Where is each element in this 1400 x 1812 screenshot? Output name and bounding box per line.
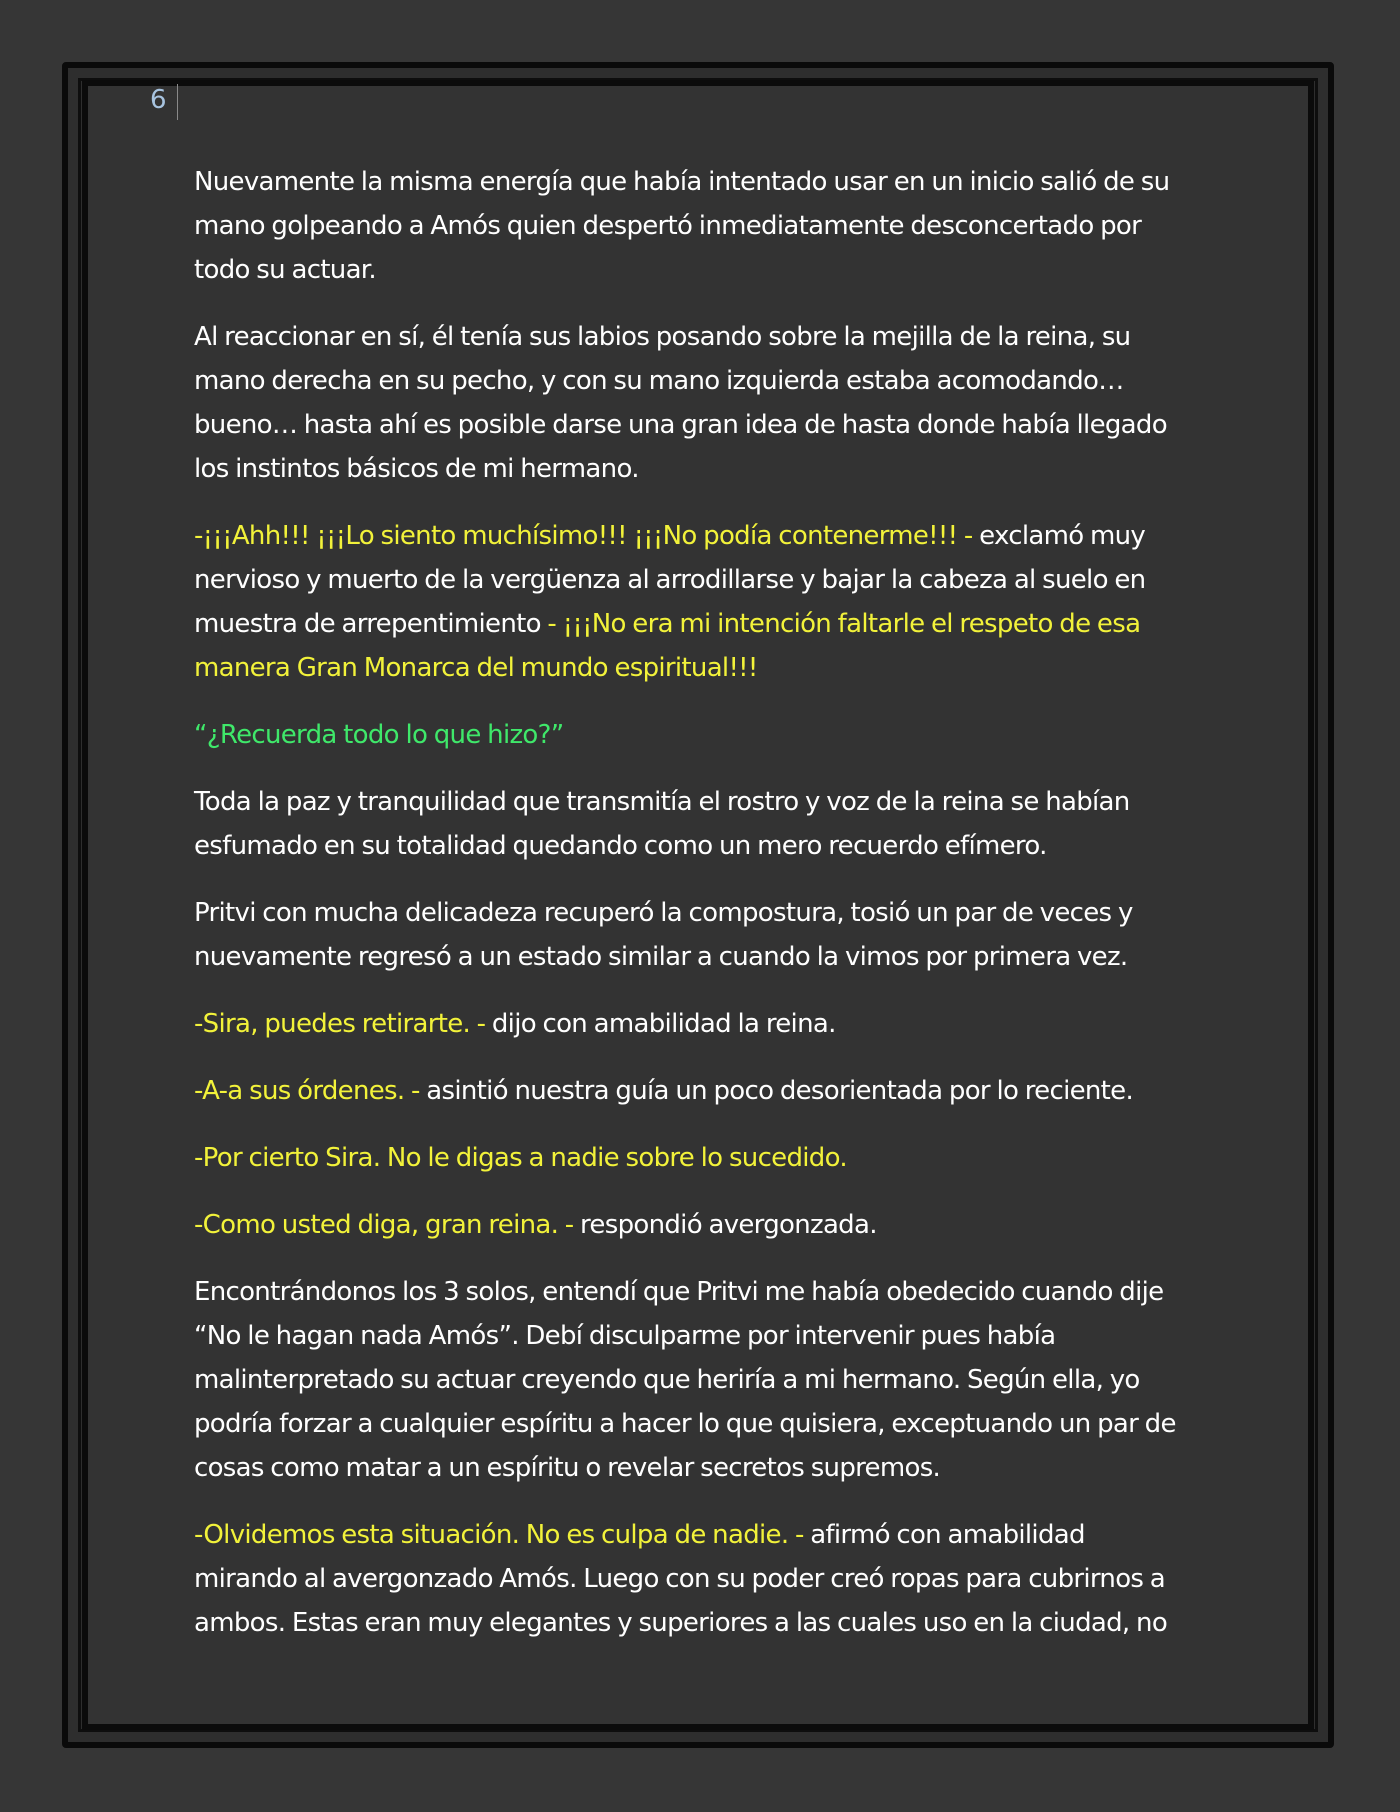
narration-text: asintió nuestra guía un poco desorientada por lo reciente. [426, 1076, 1134, 1106]
narration-text: respondió avergonzada. [580, 1210, 877, 1240]
narration-text: Nuevamente la misma energía que había intentado usar en un inicio salió de su mano golpeando a Amós quien despertó inmediatamente desconcertado por todo su actuar. [194, 167, 1170, 285]
paragraph-8 [194, 1069, 1194, 1113]
dialogue-text: -Olvidemos esta situación. No es culpa de nadie. - [194, 1520, 811, 1550]
paragraph-10 [194, 1203, 1194, 1247]
dialogue-text: -A-a sus órdenes. - [194, 1076, 427, 1106]
narration-text: Pritvi con mucha delicadeza recuperó la compostura, tosió un par de veces y nuevamente regresó a un estado similar a cuando la vimos por primera vez. [194, 898, 1133, 972]
paragraph-6 [194, 891, 1194, 979]
page-number: 6 [150, 84, 178, 120]
dialogue-text: -Como usted diga, gran reina. - [194, 1210, 581, 1240]
paragraph-11 [194, 1270, 1194, 1490]
paragraph-9 [194, 1136, 1194, 1180]
paragraph-4 [194, 713, 1194, 757]
dialogue-text: -Sira, puedes retirarte. - [194, 1009, 492, 1039]
narration-text: Encontrándonos los 3 solos, entendí que Pritvi me había obedecido cuando dije “No le hagan nada Amós”. Debí disculparme por intervenir pues había malinterpretado su actuar creyendo que heriría a mi hermano. Según ella, yo podría forzar a cualquier espíritu a hacer lo que quisiera, exceptuando un par de cosas como matar a un espíritu o revelar secretos supremos. [194, 1277, 1176, 1483]
dialogue-text: - ¡¡¡No era mi intención faltarle el respeto de esa manera Gran Monarca del mundo espiritual!!! [194, 609, 1141, 683]
narration-text: Al reaccionar en sí, él tenía sus labios posando sobre la mejilla de la reina, su mano derecha en su pecho, y con su mano izquierda estaba acomodando… bueno… hasta ahí es posible darse una gran idea de hasta donde había llegado los instintos básicos de mi hermano. [194, 322, 1167, 484]
narration-text: afirmó con amabilidad mirando al avergonzado Amós. Luego con su poder creó ropas para cubrirnos a ambos. Estas eran muy elegantes y superiores a las cuales uso en la ciudad, no [194, 1520, 1168, 1638]
narration-text: Toda la paz y tranquilidad que transmitía el rostro y voz de la reina se habían esfumado en su totalidad quedando como un mero recuerdo efímero. [194, 787, 1130, 861]
dialogue-text: -Por cierto Sira. No le digas a nadie sobre lo sucedido. [194, 1143, 847, 1173]
dialogue-text: -¡¡¡Ahh!!! ¡¡¡Lo siento muchísimo!!! ¡¡¡No podía contenerme!!! - [194, 521, 980, 551]
narration-text: exclamó muy nervioso y muerto de la vergüenza al arrodillarse y bajar la cabeza al suelo en muestra de arrepentimiento [194, 521, 1146, 639]
paragraph-1 [194, 160, 1194, 292]
paragraph-3 [194, 514, 1194, 690]
paragraph-12 [194, 1513, 1194, 1645]
thought-text: “¿Recuerda todo lo que hizo?” [194, 720, 564, 750]
paragraph-7 [194, 1002, 1194, 1046]
page-content [194, 160, 1194, 1668]
paragraph-2 [194, 315, 1194, 491]
narration-text: dijo con amabilidad la reina. [491, 1009, 836, 1039]
paragraph-5 [194, 780, 1194, 868]
